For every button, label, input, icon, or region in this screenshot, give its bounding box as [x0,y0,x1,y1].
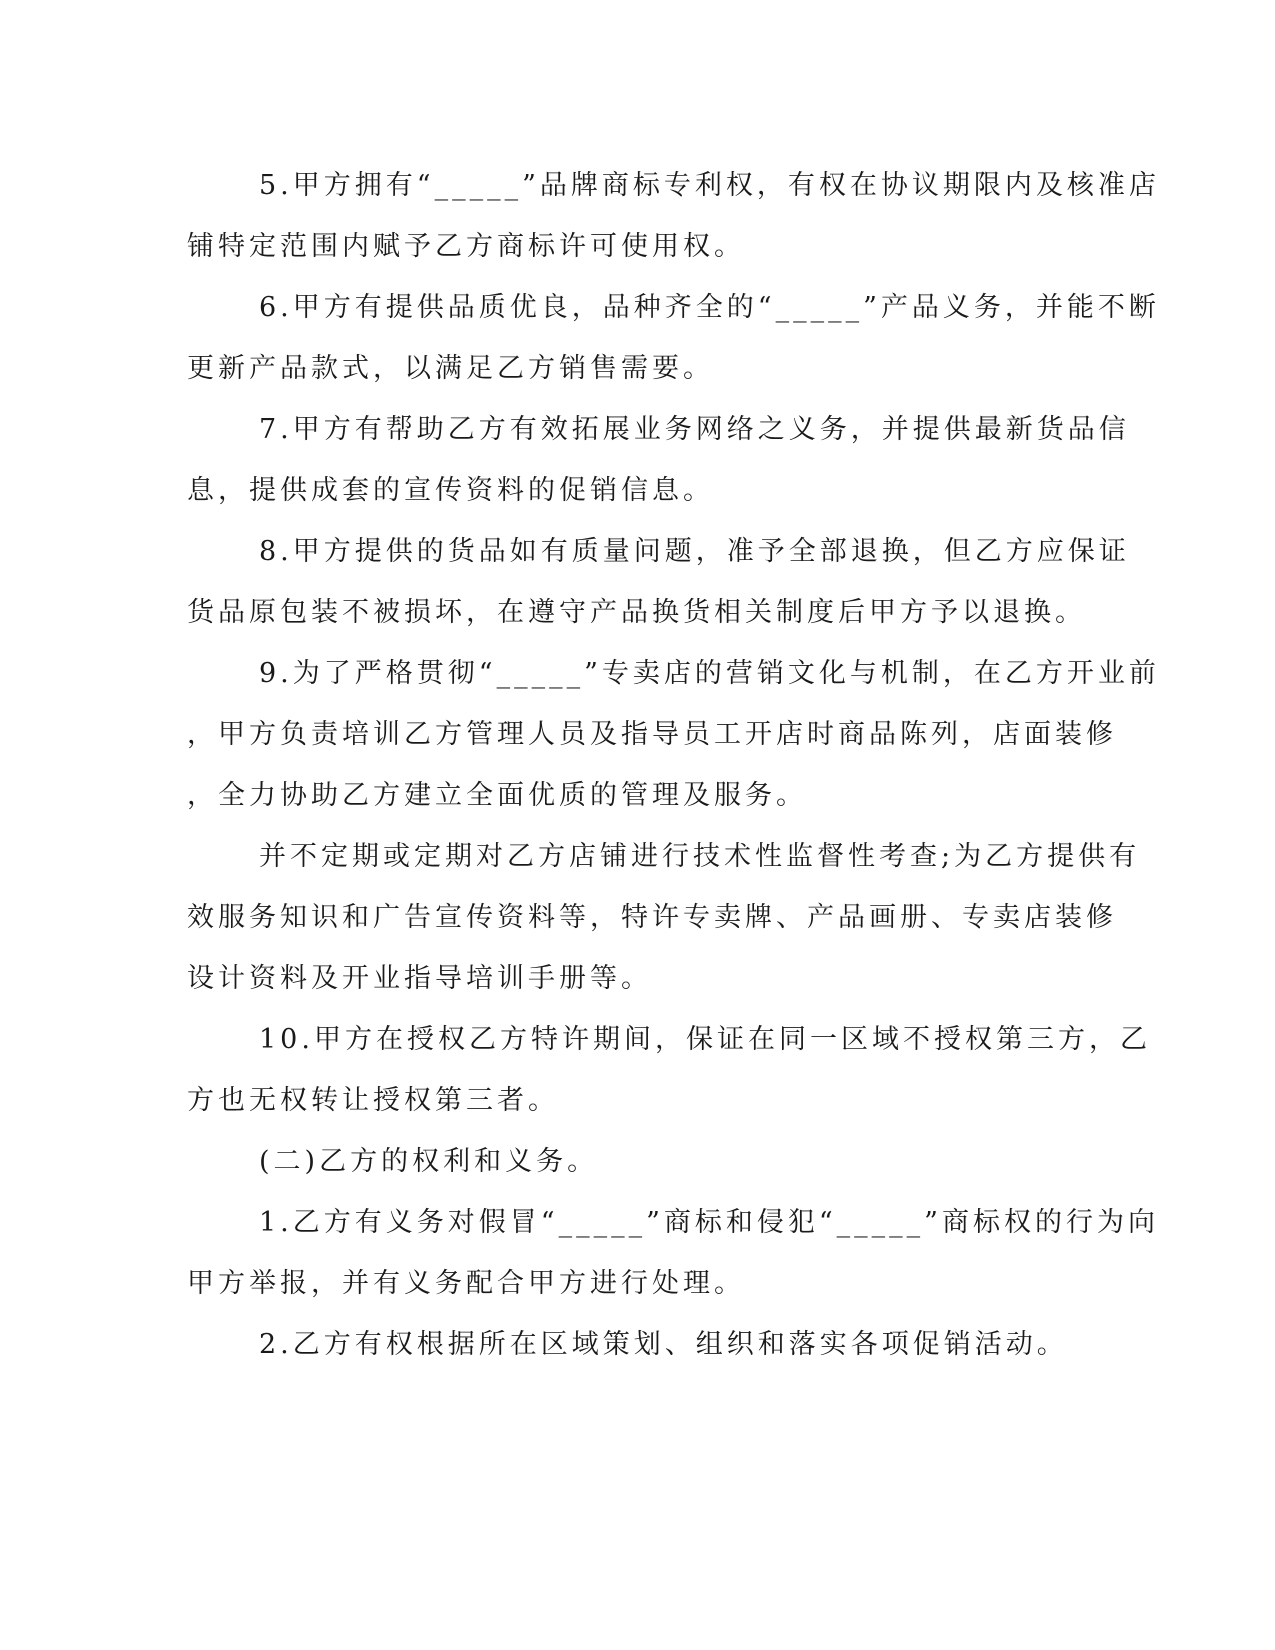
section-heading: (二)乙方的权利和义务。 [259,1146,599,1177]
paragraph-line: 效服务知识和广告宣传资料等，特许专卖牌、产品画册、专卖店装修 [187,902,1117,933]
paragraph-line: 并不定期或定期对乙方店铺进行技术性监督性考查;为乙方提供有 [259,841,1141,872]
paragraph-line: 铺特定范围内赋予乙方商标许可使用权。 [187,231,745,262]
paragraph-line: ，全力协助乙方建立全面优质的管理及服务。 [187,780,807,811]
paragraph-9 [187,643,1160,826]
paragraph-b2 [187,1314,1077,1375]
paragraph-line: 6.甲方有提供品质优良，品种齐全的“_____”产品义务，并能不断 [259,292,1160,323]
section-heading-party-b [187,1131,1077,1192]
paragraph-line: ，甲方负责培训乙方管理人员及指导员工开店时商品陈列，店面装修 [187,719,1117,750]
paragraph-line: 8.甲方提供的货品如有质量问题，准予全部退换，但乙方应保证 [259,536,1130,567]
paragraph-line: 5.甲方拥有“_____”品牌商标专利权，有权在协议期限内及核准店 [259,170,1160,201]
paragraph-line: 甲方举报，并有义务配合甲方进行处理。 [187,1268,745,1299]
paragraph-line: 更新产品款式，以满足乙方销售需要。 [187,353,714,384]
paragraph-7 [187,399,1130,521]
paragraph-9-continued [187,826,1141,1009]
paragraph-line: 货品原包装不被损坏，在遵守产品换货相关制度后甲方予以退换。 [187,597,1086,628]
paragraph-line: 息，提供成套的宣传资料的促销信息。 [187,475,714,506]
paragraph-line: 9.为了严格贯彻“_____”专卖店的营销文化与机制，在乙方开业前 [259,658,1160,689]
paragraph-line: 设计资料及开业指导培训手册等。 [187,963,652,994]
paragraph-5 [187,155,1160,277]
paragraph-line: 7.甲方有帮助乙方有效拓展业务网络之义务，并提供最新货品信 [259,414,1130,445]
paragraph-b1 [187,1192,1159,1314]
paragraph-8 [187,521,1130,643]
paragraph-6 [187,277,1160,399]
paragraph-10 [187,1009,1151,1131]
paragraph-line: 方也无权转让授权第三者。 [187,1085,559,1116]
document-page [187,155,1160,1375]
paragraph-line: 10.甲方在授权乙方特许期间，保证在同一区域不授权第三方，乙 [259,1024,1151,1055]
paragraph-line: 2.乙方有权根据所在区域策划、组织和落实各项促销活动。 [259,1329,1068,1360]
paragraph-line: 1.乙方有义务对假冒“_____”商标和侵犯“_____”商标权的行为向 [259,1207,1159,1238]
